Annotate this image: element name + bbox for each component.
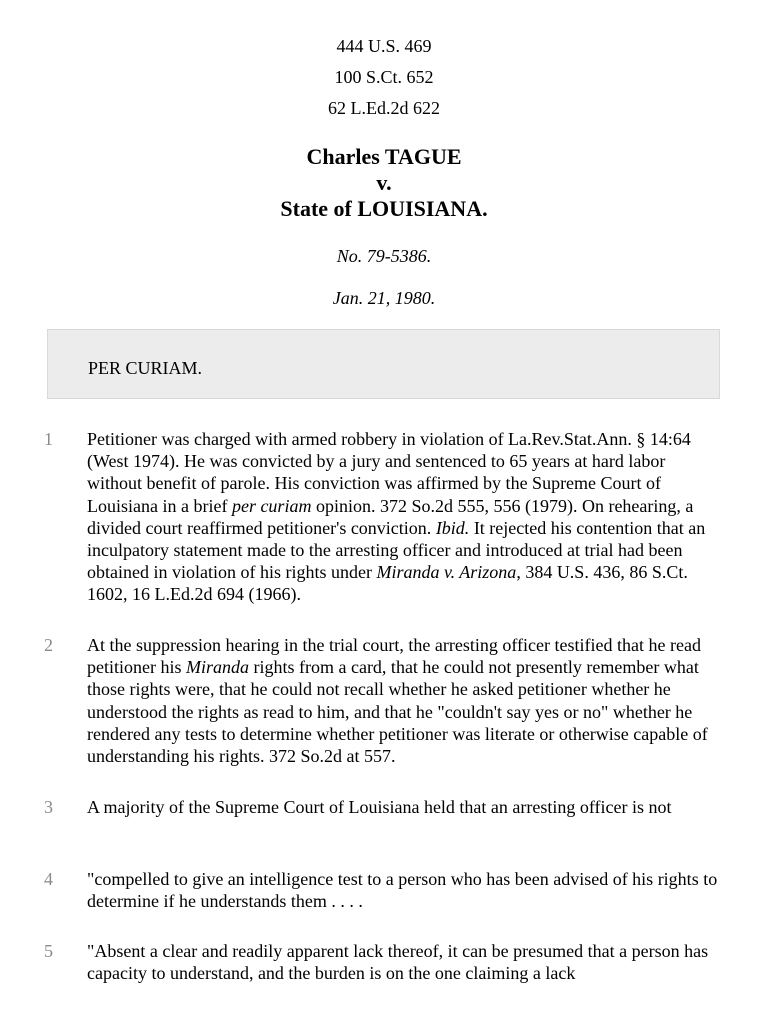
text-run: "Absent a clear and readily apparent lack thereof, it can be presumed that a person has capacity to understand, and the burden is on the one claiming a lack	[87, 941, 709, 984]
docket-number: No. 79-5386.	[336, 246, 432, 266]
paragraph-number: 4	[44, 869, 53, 889]
petitioner-name: Charles TAGUE	[306, 144, 462, 169]
per-curiam-box	[47, 329, 720, 399]
respondent-name: State of LOUISIANA.	[280, 196, 488, 221]
citations	[0, 34, 768, 127]
paragraph-text	[87, 796, 722, 818]
paragraph-text	[87, 940, 722, 984]
text-run: rights from a card, that he could not presently remember what those rights were, that he could not recall whether he asked petitioner whether he understood the rights as read to him, and that he "couldn't say yes or no" whether he rendered any tests to determine whether petitioner was literate or otherwise capable of understanding his rights. 372 So.2d at 557.	[87, 657, 708, 767]
paragraph-number: 1	[44, 429, 53, 449]
versus-label: v.	[376, 170, 392, 195]
citation-us: 444 U.S. 469	[336, 36, 432, 56]
paragraph-text	[87, 634, 722, 767]
paragraph-text	[87, 868, 722, 912]
text-run: , 384 U.S. 436, 86 S.Ct. 1602, 16 L.Ed.2d 694 (1966).	[87, 562, 688, 605]
italic-text: Miranda v. Arizona	[376, 562, 517, 583]
paragraph-number: 2	[44, 635, 53, 655]
paragraph-number: 5	[44, 941, 53, 961]
italic-text: Ibid.	[435, 517, 470, 538]
case-caption	[0, 144, 768, 222]
italic-text: per curiam	[231, 495, 312, 516]
per-curiam-label: PER CURIAM.	[88, 358, 203, 378]
text-run: A majority of the Supreme Court of Louisiana held that an arresting officer is not	[87, 797, 672, 817]
decision-date: Jan. 21, 1980.	[332, 288, 436, 308]
text-run: Petitioner was charged with armed robbery in violation of La.Rev.Stat.Ann. § 14:64 (West 1974). He was convicted by a jury and sentenced to 65 years at hard labor without benefit of parole. His conviction was affirmed by the Supreme Court of Louisiana in a brief	[87, 429, 691, 516]
italic-text: Miranda	[185, 657, 249, 678]
citation-sct: 100 S.Ct. 652	[334, 67, 434, 87]
text-run: "compelled to give an intelligence test to a person who has been advised of his rights to determine if he understands them . . . .	[87, 869, 718, 912]
text-run: At the suppression hearing in the trial court, the arresting officer testified that he read petitioner his	[87, 635, 701, 678]
text-run: opinion. 372 So.2d 555, 556 (1979). On rehearing, a divided court reaffirmed petitioner's conviction.	[87, 495, 694, 538]
text-run: It rejected his contention that an inculpatory statement made to the arresting officer and introduced at trial had been obtained in violation of his rights under	[87, 517, 706, 583]
citation-led: 62 L.Ed.2d 622	[328, 98, 440, 118]
paragraph-text	[87, 428, 722, 606]
paragraph-number: 3	[44, 797, 53, 817]
